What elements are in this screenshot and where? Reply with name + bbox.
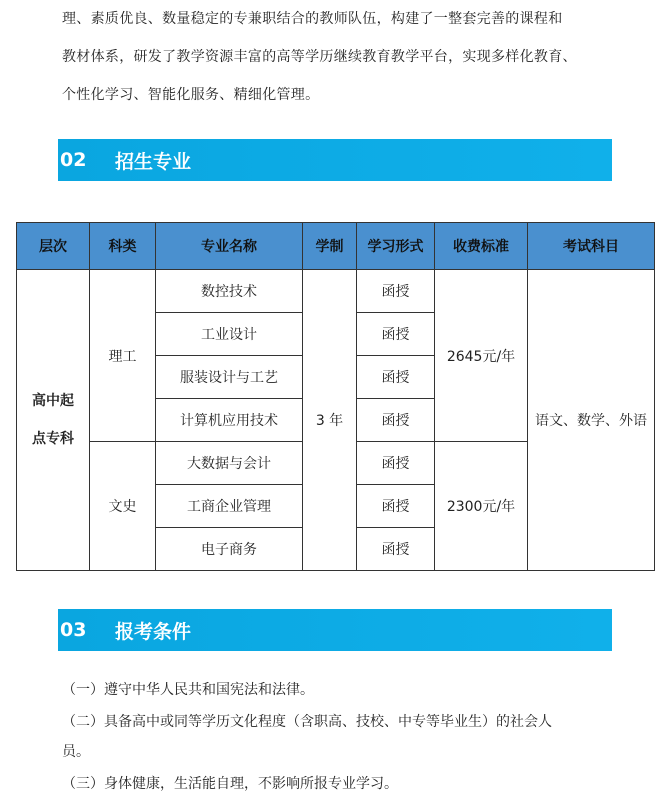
study-form-cell: 函授 [357,356,435,399]
level-line: 点专科 [32,431,74,447]
major-cell: 工商企业管理 [156,485,303,528]
category-cell: 理工 [90,270,156,442]
fee-cell: 2300元/年 [435,442,528,571]
header-level: 层次 [17,223,90,270]
section-number: 03 [60,619,87,641]
requirement-line: （三）身体健康，生活能自理，不影响所报专业学习。 [62,776,398,792]
majors-table [16,222,655,571]
section-number: 02 [60,149,87,171]
intro-line: 理、素质优良、数量稳定的专兼职结合的教师队伍，构建了一整套完善的课程和 [62,11,563,27]
requirement-line: （二）具备高中或同等学历文化程度（含职高、技校、中专等毕业生）的社会人 [62,714,552,730]
section-title: 报考条件 [115,620,192,643]
header-category: 科类 [90,223,156,270]
section-title: 招生专业 [115,150,192,173]
major-cell: 电子商务 [156,528,303,571]
intro-line: 教材体系，研发了教学资源丰富的高等学历继续教育教学平台，实现多样化教育、 [62,49,577,65]
category-cell: 文史 [90,442,156,571]
exam-subjects-cell: 语文、数学、外语 [528,270,655,571]
table-row [17,270,655,313]
level-line: 高中起 [32,393,74,409]
header-study-form: 学习形式 [357,223,435,270]
requirement-line: （一）遵守中华人民共和国宪法和法律。 [62,682,314,698]
duration-cell: 3 年 [303,270,357,571]
study-form-cell: 函授 [357,442,435,485]
section-header-majors [58,139,612,181]
header-major: 专业名称 [156,223,303,270]
header-fee: 收费标准 [435,223,528,270]
study-form-cell: 函授 [357,485,435,528]
table-header-row [17,223,655,270]
intro-line: 个性化学习、智能化服务、精细化管理。 [62,87,320,103]
study-form-cell: 函授 [357,399,435,442]
major-cell: 计算机应用技术 [156,399,303,442]
header-exam-subjects: 考试科目 [528,223,655,270]
major-cell: 大数据与会计 [156,442,303,485]
major-cell: 工业设计 [156,313,303,356]
level-cell [17,270,90,571]
header-duration: 学制 [303,223,357,270]
study-form-cell: 函授 [357,270,435,313]
major-cell: 服装设计与工艺 [156,356,303,399]
study-form-cell: 函授 [357,528,435,571]
major-cell: 数控技术 [156,270,303,313]
section-header-requirements [58,609,612,651]
study-form-cell: 函授 [357,313,435,356]
fee-cell: 2645元/年 [435,270,528,442]
requirement-line: 员。 [62,744,90,760]
